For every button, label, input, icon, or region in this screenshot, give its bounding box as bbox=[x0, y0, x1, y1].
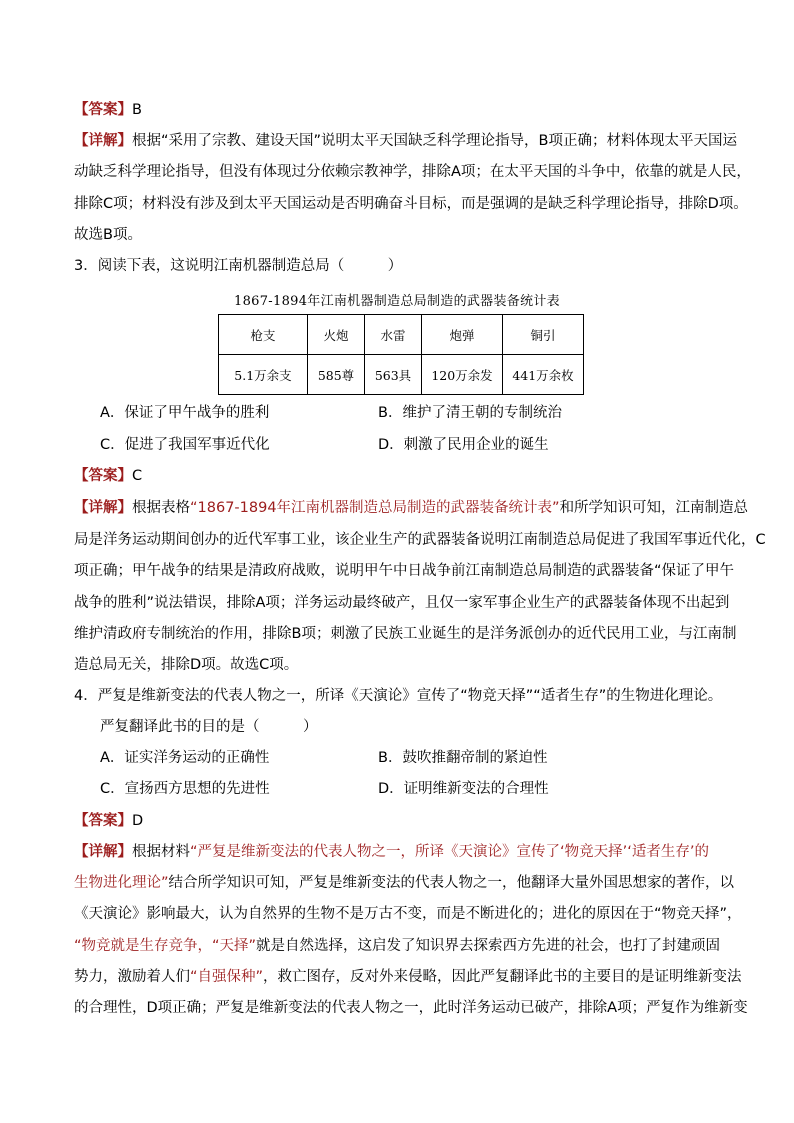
q2-answer bbox=[74, 100, 734, 120]
table-header-cell: 铜引 bbox=[503, 315, 584, 355]
quoted-material: “严复是维新变法的代表人物之一，所译《天演论》宣传了‘物竞天择’‘适者生存’的 bbox=[190, 844, 709, 860]
q3-option-a: A．保证了甲午战争的胜利 bbox=[100, 405, 270, 421]
table-value-cell: 120万余发 bbox=[422, 355, 503, 395]
table-caption: 1867-1894年江南机器制造总局制造的武器装备统计表 bbox=[234, 294, 560, 309]
quoted-material: “1867-1894年江南机器制造总局制造的武器装备统计表” bbox=[190, 500, 560, 516]
q4-option-c: C．宣扬西方思想的先进性 bbox=[100, 781, 270, 797]
q4-option-d: D．证明维新变法的合理性 bbox=[378, 781, 549, 797]
table-header-cell: 枪支 bbox=[219, 315, 308, 355]
q4-detail-line-6: 的合理性，D项正确；严复是维新变法的代表人物之一，此时洋务运动已破产，排除A项；严复作为维新变 bbox=[74, 1000, 748, 1016]
q3-answer bbox=[74, 466, 734, 486]
q3-detail-line-6: 造总局无关，排除D项。故选C项。 bbox=[74, 657, 299, 673]
q4-option-a: A．证实洋务运动的正确性 bbox=[100, 750, 270, 766]
q4-detail-line-2: 生物进化理论”结合所学知识可知，严复是维新变法的代表人物之一，他翻译大量外国思想家的著作，以 bbox=[74, 875, 735, 891]
q3-stem: 3．阅读下表，这说明江南机器制造总局（ ） bbox=[74, 258, 403, 274]
detail-label: 【详解】 bbox=[74, 500, 132, 516]
table-header-cell: 水雷 bbox=[365, 315, 422, 355]
answer-value: C bbox=[132, 468, 143, 484]
q3-detail-line-4: 战争的胜利”说法错误，排除A项；洋务运动最终破产，且仅一家军事企业生产的武器装备体现不出起到 bbox=[74, 595, 730, 611]
q3-detail-line-3: 项正确；甲午战争的结果是清政府战败，说明甲午中日战争前江南制造总局制造的武器装备“保证了甲午 bbox=[74, 563, 735, 579]
table-value-row bbox=[219, 355, 584, 395]
table-value-cell: 5.1万余支 bbox=[219, 355, 308, 395]
q3-detail-line-1: 【详解】根据表格“1867-1894年江南机器制造总局制造的武器装备统计表”和所学知识可知，江南制造总 bbox=[74, 500, 749, 516]
q4-option-b: B．鼓吹推翻帝制的紧迫性 bbox=[378, 750, 548, 766]
answer-label: 【答案】 bbox=[74, 468, 132, 484]
q4-answer bbox=[74, 811, 734, 831]
q3-detail-line-5: 维护清政府专制统治的作用，排除B项；刺激了民族工业诞生的是洋务派创办的近代民用工业，与江南制 bbox=[74, 626, 737, 642]
quoted-material: 生物进化理论” bbox=[74, 875, 169, 891]
answer-value: B bbox=[132, 102, 142, 118]
detail-label: 【详解】 bbox=[74, 133, 132, 149]
q4-stem-line-1: 4．严复是维新变法的代表人物之一，所译《天演论》宣传了“物竞天择”“适者生存”的生物进化理论。 bbox=[74, 688, 723, 704]
table-value-cell: 563具 bbox=[365, 355, 422, 395]
q2-detail-line-1: 【详解】根据“采用了宗教、建设天国”说明太平天国缺乏科学理论指导，B项正确；材料体现太平天国运 bbox=[74, 133, 737, 149]
table-value-cell: 585尊 bbox=[308, 355, 365, 395]
q2-detail-line-4: 故选B项。 bbox=[74, 227, 142, 243]
q3-option-b: B．维护了清王朝的专制统治 bbox=[378, 405, 562, 421]
answer-label: 【答案】 bbox=[74, 813, 132, 829]
table-header-row bbox=[219, 315, 584, 355]
answer-value: D bbox=[132, 813, 144, 829]
table-header-cell: 火炮 bbox=[308, 315, 365, 355]
quoted-material: “自强保种” bbox=[190, 969, 264, 985]
q2-detail-line-2: 动缺乏科学理论指导，但没有体现过分依赖宗教神学，排除A项；在太平天国的斗争中，依靠的就是人民， bbox=[74, 164, 751, 180]
weapons-stats-table bbox=[218, 314, 584, 395]
q4-detail-line-5: 势力，激励着人们“自强保种”，救亡图存，反对外来侵略，因此严复翻译此书的主要目的是证明维新变法 bbox=[74, 969, 742, 985]
table-header-cell: 炮弹 bbox=[422, 315, 503, 355]
q4-detail-line-3: 《天演论》影响最大，认为自然界的生物不是万古不变，而是不断进化的；进化的原因在于“物竞天择”， bbox=[74, 906, 742, 922]
answer-label: 【答案】 bbox=[74, 102, 132, 118]
q2-detail-line-3: 排除C项；材料没有涉及到太平天国运动是否明确奋斗目标，而是强调的是缺乏科学理论指导，排除D项。 bbox=[74, 196, 748, 212]
q3-option-c: C．促进了我国军事近代化 bbox=[100, 437, 270, 453]
detail-label: 【详解】 bbox=[74, 844, 132, 860]
quoted-material: “物竞就是生存竞争，“天择” bbox=[74, 938, 257, 954]
q4-detail-line-1: 【详解】根据材料“严复是维新变法的代表人物之一，所译《天演论》宣传了‘物竞天择’‘适者生存’的 bbox=[74, 844, 709, 860]
table-value-cell: 441万余枚 bbox=[503, 355, 584, 395]
q3-option-d: D．刺激了民用企业的诞生 bbox=[378, 437, 549, 453]
q3-detail-line-2: 局是洋务运动期间创办的近代军事工业，该企业生产的武器装备说明江南制造总局促进了我国军事近代化，C bbox=[74, 532, 766, 548]
q4-stem-line-2: 严复翻译此书的目的是（ ） bbox=[100, 719, 318, 735]
q4-detail-line-4: “物竞就是生存竞争，“天择”就是自然选择，这启发了知识界去探索西方先进的社会，也打了封建顽固 bbox=[74, 938, 721, 954]
